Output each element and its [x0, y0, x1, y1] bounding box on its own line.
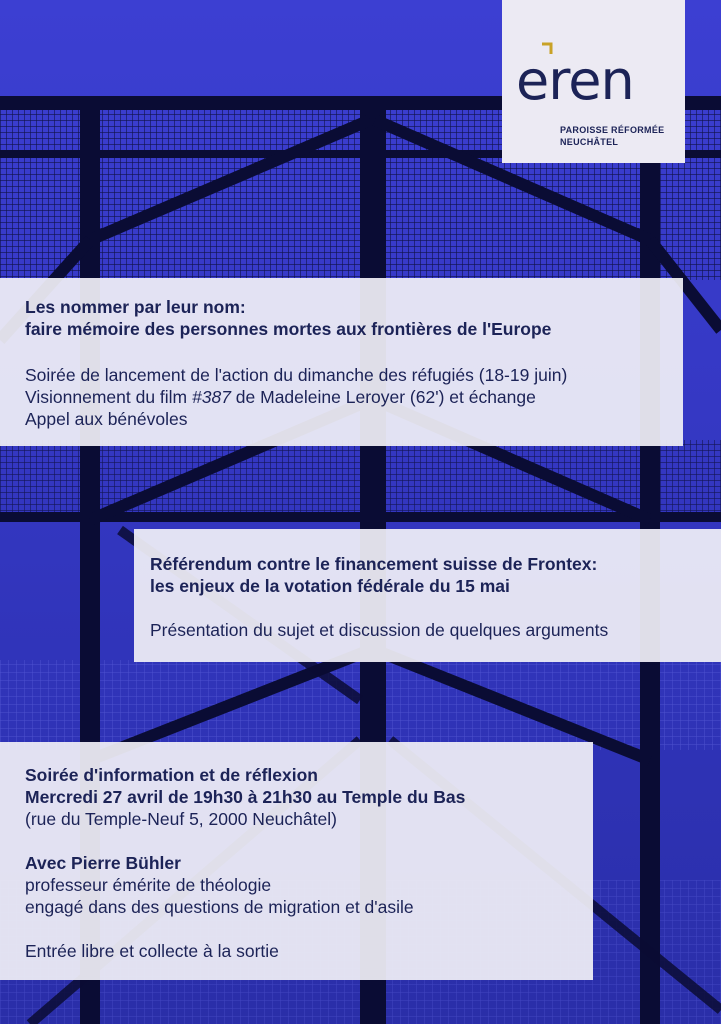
block1-line3: Appel aux bénévoles — [25, 409, 188, 429]
block2-title-line2: les enjeux de la votation fédérale du 15 mai — [150, 576, 510, 596]
block3-title-line2: Mercredi 27 avril de 19h30 à 21h30 au Temple du Bas — [25, 787, 466, 807]
block1-title-line2: faire mémoire des personnes mortes aux frontières de l'Europe — [25, 319, 552, 339]
block1-title-line1: Les nommer par leur nom: — [25, 297, 246, 317]
block2-line1: Présentation du sujet et discussion de quelques arguments — [150, 620, 609, 640]
event-block-memorial — [0, 278, 683, 446]
block3-speaker-heading: Avec Pierre Bühler — [25, 853, 181, 873]
logo-subtitle-line2: NEUCHÂTEL — [560, 137, 619, 147]
block1-line2 — [25, 386, 536, 408]
block3-footer: Entrée libre et collecte à la sortie — [25, 941, 279, 961]
logo-subtitle-line1: PAROISSE RÉFORMÉE — [560, 125, 665, 135]
event-block-referendum — [134, 529, 721, 662]
event-block-info-evening — [0, 742, 593, 980]
block2-title-line1: Référendum contre le financement suisse de Frontex: — [150, 554, 598, 574]
logo-box — [502, 0, 685, 163]
block1-line2-before: Visionnement du film — [25, 387, 192, 407]
block1-line2-after: de Madeleine Leroyer (62') et échange — [230, 387, 536, 407]
block3-speaker-line1: professeur émérite de théologie — [25, 875, 272, 895]
block1-line1: Soirée de lancement de l'action du dimanche des réfugiés (18-19 juin) — [25, 365, 568, 385]
block3-speaker-line2: engagé dans des questions de migration et d'asile — [25, 897, 414, 917]
logo-subtitle — [560, 124, 664, 148]
block3-title-line1: Soirée d'information et de réflexion — [25, 765, 318, 785]
block3-address: (rue du Temple-Neuf 5, 2000 Neuchâtel) — [25, 809, 337, 829]
block1-film-title: #387 — [192, 387, 231, 407]
logo-wordmark: eren — [516, 49, 634, 112]
